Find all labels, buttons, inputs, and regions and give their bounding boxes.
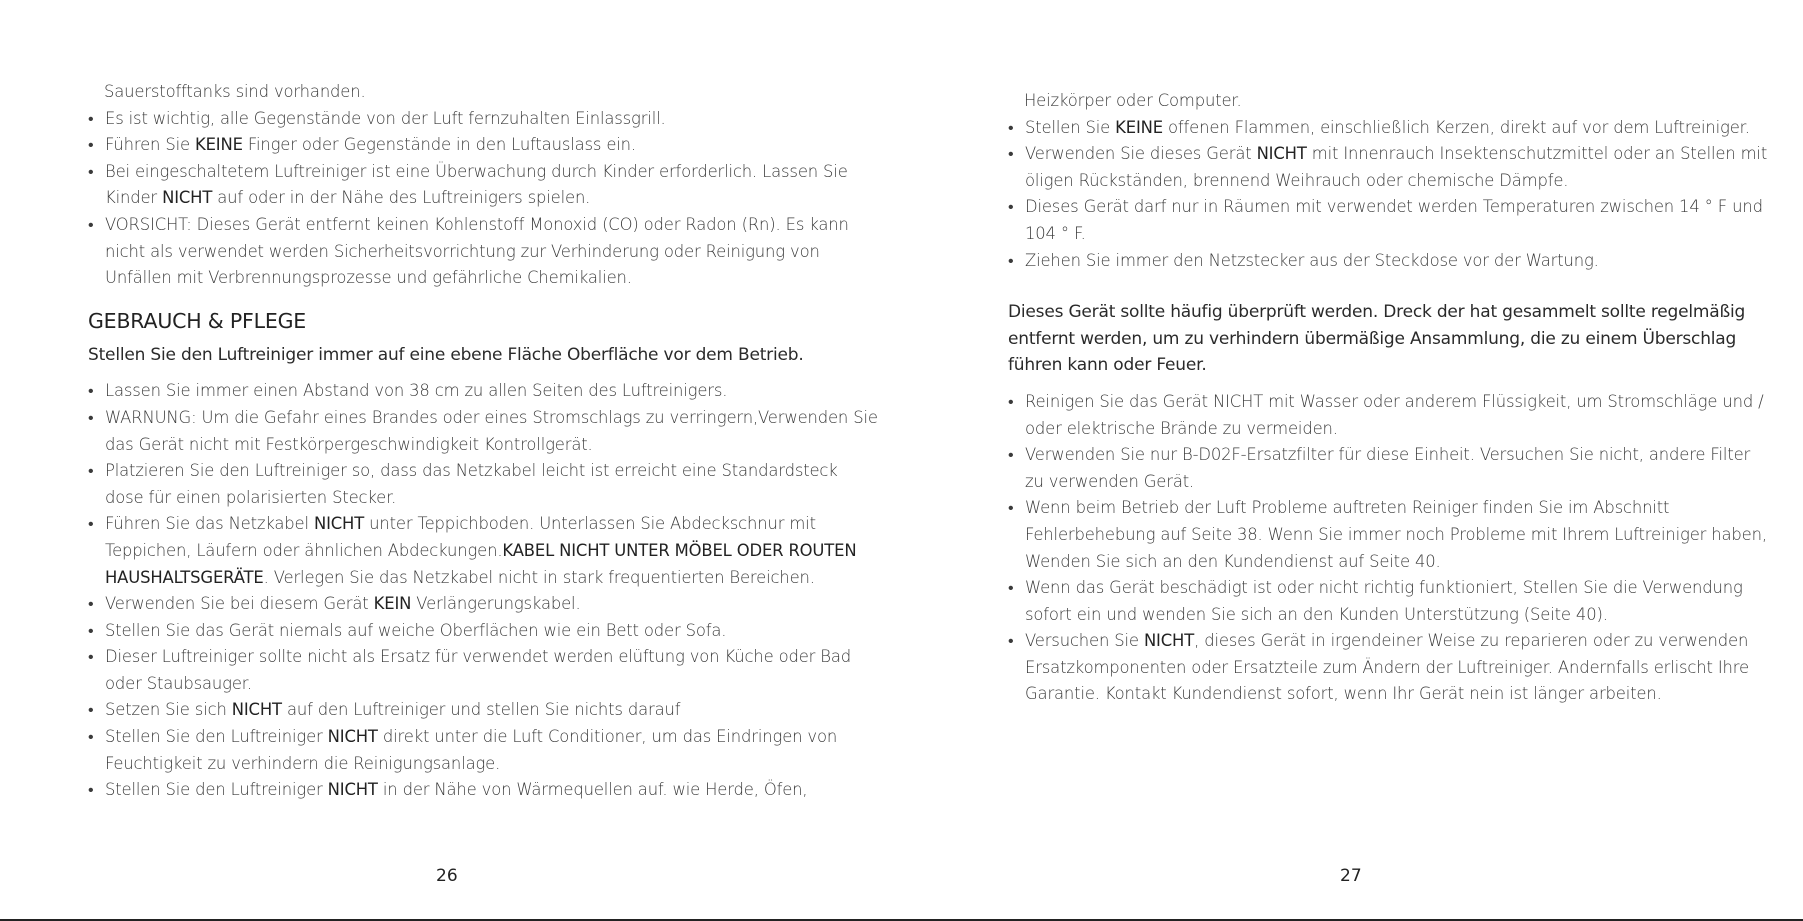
bullet-icon: • xyxy=(88,381,94,401)
list-item xyxy=(1008,115,1768,142)
text-segment: Lassen Sie immer einen Abstand von 38 cm zu allen Seiten des Luftreinigers. xyxy=(105,381,728,401)
bullet-icon: • xyxy=(1008,144,1014,164)
text-segment: Dieser Luftreiniger sollte nicht als Ersatz für verwendet werden elüftung von Küche oder Bad oder Staubsauger. xyxy=(105,647,852,693)
list-item xyxy=(1008,248,1768,275)
list-item xyxy=(88,697,878,724)
text-segment: WARNUNG: Um die Gefahr eines Brandes oder eines Stromschlags zu verringern,Verwenden Sie das Gerät nicht mit Festkörpergeschwindigkeit Kontrollgerät. xyxy=(105,407,878,454)
text-segment: in der Nähe von Wärmequellen auf. wie Herde, Öfen, xyxy=(377,780,808,800)
list-item xyxy=(88,212,878,292)
list-item xyxy=(1008,389,1768,442)
list-item-text xyxy=(105,461,838,507)
list-item xyxy=(88,644,878,697)
list-item-text xyxy=(105,109,666,128)
bullet-icon: • xyxy=(1008,445,1014,465)
list-item xyxy=(88,724,878,777)
list-item-text xyxy=(1025,631,1749,703)
list-item-text xyxy=(1025,251,1599,270)
list-item xyxy=(1008,575,1768,628)
right-maintenance-list xyxy=(1008,389,1768,708)
list-item-text xyxy=(1025,118,1750,137)
list-item-text xyxy=(1025,144,1767,190)
left-column xyxy=(88,79,878,804)
text-segment: Führen Sie xyxy=(105,135,195,155)
text-segment: Verlängerungskabel. xyxy=(411,594,581,614)
list-item-text xyxy=(105,408,878,454)
right-column xyxy=(1008,88,1768,708)
list-item xyxy=(1008,141,1768,194)
text-segment: mit Innenrauch Insektenschutzmittel oder an Stellen mit öligen Rückständen, brennend Weihrauch oder chemische Dämpfe. xyxy=(1025,144,1768,190)
text-segment: unter Teppichboden. Unterlassen Sie Abdeckschnur mit Teppichen, Läufern oder ähnlichen Abdeckungen. xyxy=(105,514,816,560)
bullet-icon: • xyxy=(1008,498,1014,518)
left-usage-list xyxy=(88,378,878,804)
text-segment: Wenn beim Betrieb der Luft Probleme auftreten Reiniger finden Sie im Abschnitt Fehlerbehebung auf Seite 38. Wenn Sie immer noch Probleme mit Ihrem Luftreiniger haben, Wenden Sie sich an den Kundendienst auf Seite 40. xyxy=(1025,498,1767,571)
list-item-text xyxy=(105,780,807,799)
bullet-icon: • xyxy=(1008,391,1014,411)
section-subheading: Stellen Sie den Luftreiniger immer auf eine ebene Fläche Oberfläche vor dem Betrieb. xyxy=(88,344,804,365)
text-segment: Verwenden Sie bei diesem Gerät xyxy=(105,594,374,614)
left-top-list xyxy=(88,106,878,292)
bullet-icon: • xyxy=(88,727,94,747)
right-top-list xyxy=(1008,115,1768,275)
emphasis-text: NICHT xyxy=(231,700,282,720)
section-heading: GEBRAUCH & PFLEGE xyxy=(88,308,307,333)
list-item-text xyxy=(105,700,680,719)
page-right xyxy=(902,0,1803,921)
list-item-text xyxy=(105,381,727,400)
emphasis-text: KEIN xyxy=(373,594,412,614)
emphasis-text: NICHT xyxy=(1143,631,1195,651)
left-lead-text: Sauerstofftanks sind vorhanden. xyxy=(104,82,366,101)
list-item-text xyxy=(105,647,851,693)
emphasis-text: NICHT xyxy=(327,727,378,747)
bullet-icon: • xyxy=(1008,578,1014,598)
text-segment: , dieses Gerät in irgendeiner Weise zu reparieren oder zu verwenden Ersatzkomponenten oder Ersatzteile zum Ändern der Luftreiniger. Andernfalls erlischt Ihre Garantie. Kontakt Kundendienst sofort, wenn Ihr Gerät nein ist länger arbeiten. xyxy=(1025,631,1749,704)
list-item xyxy=(88,511,878,591)
list-item xyxy=(88,591,878,618)
list-item xyxy=(1008,495,1768,575)
list-item xyxy=(1008,194,1768,247)
text-segment: Dieses Gerät darf nur in Räumen mit verwendet werden Temperaturen zwischen 14 ° F und 104 ° F. xyxy=(1025,197,1763,243)
bullet-icon: • xyxy=(88,647,94,667)
list-item-text xyxy=(1025,392,1764,438)
bullet-icon: • xyxy=(1008,197,1014,217)
text-segment: Platzieren Sie den Luftreiniger so, dass das Netzkabel leicht ist erreicht eine Standardsteck dose für einen polarisierten Stecker. xyxy=(105,461,838,507)
list-item-text xyxy=(1025,578,1743,624)
text-segment: auf den Luftreiniger und stellen Sie nichts darauf xyxy=(281,700,681,720)
list-item xyxy=(88,777,878,804)
text-segment: Setzen Sie sich xyxy=(105,700,232,720)
list-item xyxy=(1008,442,1768,495)
text-segment: Verwenden Sie dieses Gerät xyxy=(1025,144,1257,164)
emphasis-text: NICHT xyxy=(162,188,213,208)
text-segment: auf oder in der Nähe des Luftreinigers spielen. xyxy=(212,188,591,208)
bullet-icon: • xyxy=(1008,117,1014,137)
text-segment: offenen Flammen, einschließlich Kerzen, direkt auf vor dem Luftreiniger. xyxy=(1162,117,1750,137)
emphasis-text: KEINE xyxy=(1115,117,1163,137)
bullet-icon: • xyxy=(88,135,94,155)
text-segment: Reinigen Sie das Gerät NICHT mit Wasser oder anderem Flüssigkeit, um Stromschläge und / oder elektrische Brände zu vermeiden. xyxy=(1025,391,1764,438)
list-item-text xyxy=(1025,445,1750,491)
text-segment: direkt unter die Luft Conditioner, um das Eindringen von Feuchtigkeit zu verhindern die Reinigungsanlage. xyxy=(105,727,838,773)
text-segment: Bei eingeschaltetem Luftreiniger ist eine Überwachung durch Kinder erforderlich. Lassen Sie Kinder xyxy=(105,161,848,208)
list-item-text xyxy=(105,215,849,287)
maintenance-notice: Dieses Gerät sollte häufig überprüft werden. Dreck der hat gesammelt sollte regelmäßig entfernt werden, um zu verhindern übermäßige Ansammlung, die zu einem Überschlag führen kann oder Feuer. xyxy=(1008,302,1746,376)
list-item-text xyxy=(105,135,636,154)
list-item-text xyxy=(105,621,726,640)
list-item-text xyxy=(105,594,581,613)
page-number-right: 27 xyxy=(1340,866,1362,886)
emphasis-text: NICHT xyxy=(327,780,378,800)
bullet-icon: • xyxy=(88,108,94,128)
text-segment: . Verlegen Sie das Netzkabel nicht in stark frequentierten Bereichen. xyxy=(263,567,815,587)
list-item xyxy=(88,132,878,159)
bullet-icon: • xyxy=(88,407,94,427)
list-item-text xyxy=(105,727,837,773)
emphasis-text: NICHT xyxy=(1256,144,1307,164)
emphasis-text: KEINE xyxy=(194,135,243,155)
list-item xyxy=(1008,628,1768,708)
right-spacer xyxy=(1008,274,1768,299)
list-item-text xyxy=(1025,197,1763,243)
text-segment: Stellen Sie den Luftreiniger xyxy=(105,780,328,800)
bullet-icon: • xyxy=(1008,631,1014,651)
text-segment: Finger oder Gegenstände in den Luftauslass ein. xyxy=(242,135,636,155)
bullet-icon: • xyxy=(88,461,94,481)
text-segment: Stellen Sie das Gerät niemals auf weiche Oberflächen wie ein Bett oder Sofa. xyxy=(105,620,727,640)
list-item xyxy=(88,106,878,133)
bullet-icon: • xyxy=(1008,250,1014,270)
list-item-text xyxy=(105,514,856,586)
text-segment: Stellen Sie xyxy=(1025,117,1116,137)
emphasis-text: KABEL NICHT UNTER MÖBEL ODER ROUTEN HAUSHALTSGERÄTE xyxy=(105,540,857,587)
text-segment: Es ist wichtig, alle Gegenstände von der Luft fernzuhalten Einlassgrill. xyxy=(105,108,666,128)
list-item xyxy=(88,458,878,511)
bullet-icon: • xyxy=(88,594,94,614)
bullet-icon: • xyxy=(88,214,94,234)
list-item xyxy=(88,405,878,458)
page-number-left: 26 xyxy=(436,866,458,886)
text-segment: Ziehen Sie immer den Netzstecker aus der Steckdose vor der Wartung. xyxy=(1025,250,1599,270)
text-segment: Stellen Sie den Luftreiniger xyxy=(105,727,328,747)
bullet-icon: • xyxy=(88,161,94,181)
page-left xyxy=(0,0,900,921)
bullet-icon: • xyxy=(88,780,94,800)
emphasis-text: NICHT xyxy=(313,514,365,534)
list-item xyxy=(88,378,878,405)
text-segment: VORSICHT: Dieses Gerät entfernt keinen Kohlenstoff Monoxid (CO) oder Radon (Rn). Es kann nicht als verwendet werden Sicherheitsvorrichtung zur Verhinderung oder Reinigung von Unfällen mit Verbrennungsprozesse und gefährliche Chemikalien. xyxy=(105,214,849,288)
right-lead-text: Heizkörper oder Computer. xyxy=(1024,91,1242,110)
list-item-text xyxy=(1025,498,1767,570)
text-segment: Verwenden Sie nur B-D02F-Ersatzfilter für diese Einheit. Versuchen Sie nicht, andere Filter zu verwenden Gerät. xyxy=(1025,445,1751,491)
bullet-icon: • xyxy=(88,514,94,534)
bullet-icon: • xyxy=(88,700,94,720)
text-segment: Wenn das Gerät beschädigt ist oder nicht richtig funktioniert, Stellen Sie die Verwendung sofort ein und wenden Sie sich an den Kunden Unterstützung (Seite 40). xyxy=(1025,578,1743,624)
text-segment: Führen Sie das Netzkabel xyxy=(105,514,314,534)
list-item xyxy=(88,618,878,645)
bullet-icon: • xyxy=(88,620,94,640)
list-item xyxy=(88,159,878,212)
text-segment: Versuchen Sie xyxy=(1025,631,1144,651)
list-item-text xyxy=(105,162,848,208)
